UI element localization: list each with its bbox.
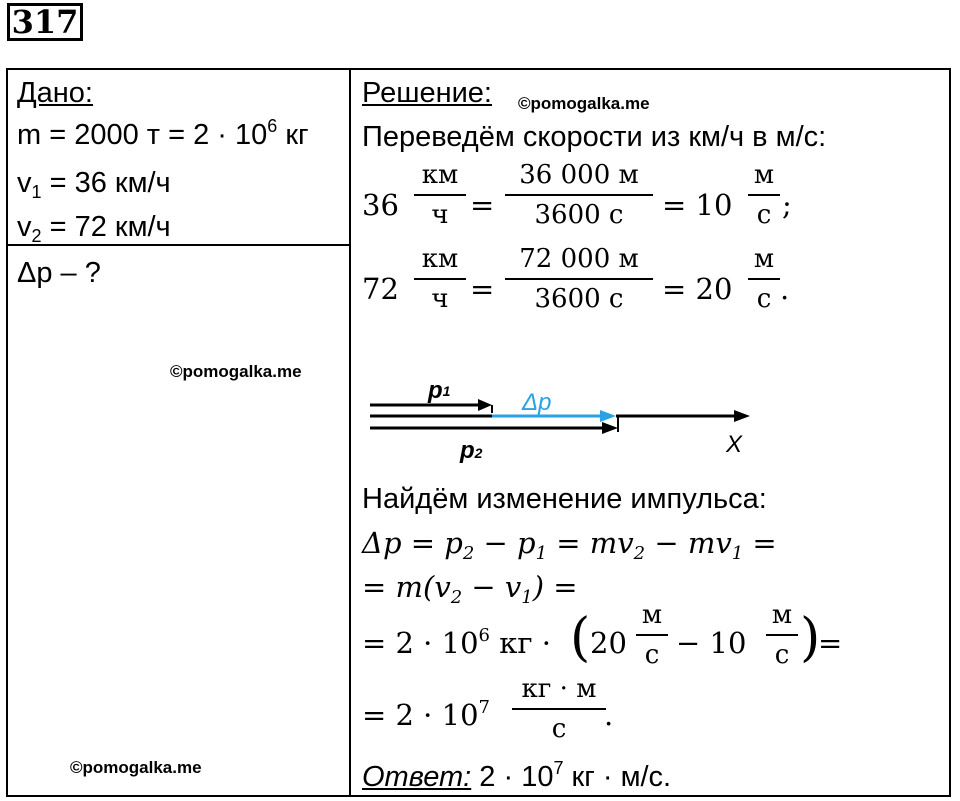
conv2-result-unit: м с <box>748 242 780 316</box>
dp-arrowhead <box>600 410 616 422</box>
eq-line-2: = $m(v_2 - v_1)$ = <box>362 570 578 608</box>
eq-line-3-open-paren: ( <box>570 608 591 668</box>
given-mass: m = 2000 $т = 2 \cdot 10^6$ кг <box>17 116 309 151</box>
eq-line-4-lead: = $2 \cdot 10^7$ <box>362 697 490 732</box>
convert-text: Переведём скорости из км/ч в м/с: <box>362 121 827 153</box>
conv2-lead: 72 <box>362 272 399 306</box>
x-axis-label: X <box>726 431 743 458</box>
conv1-unit-fraction: км ч <box>414 158 466 232</box>
p1-arrowhead <box>478 399 492 411</box>
watermark-top: ©pomogalka.me <box>518 94 650 113</box>
eq-line-3-end: = <box>818 626 843 660</box>
conv1-lead: 36 <box>362 188 399 222</box>
momentum-text: Найдём изменение импульса: <box>362 483 767 515</box>
p1-label: p1 <box>428 377 451 404</box>
conv1-result-unit: м с <box>748 158 780 232</box>
table-divider-horizontal <box>6 244 350 246</box>
watermark-left-middle: ©pomogalka.me <box>170 362 302 381</box>
given-v2: $v_2 = 72$ км/ч <box>17 211 171 246</box>
eq-line-3-unit-2: м с <box>766 598 798 672</box>
x-axis-arrowhead <box>734 410 750 422</box>
problem-number: 317 <box>7 3 83 41</box>
eq-line-1: $\Delta p = p_2 - p_1 = mv_2 - mv_1$ = <box>362 526 777 564</box>
watermark-left-bottom: ©pomogalka.me <box>70 758 202 777</box>
eq-line-3-unit-1: м с <box>636 598 668 672</box>
eq-line-3-close-paren: ) <box>800 608 821 668</box>
given-v1: $v_1 = 36$ км/ч <box>17 167 171 202</box>
conv2-fraction: 72 000 м 3600 с <box>505 242 653 316</box>
conv2-end: . <box>780 272 790 306</box>
conv1-result: = 10 <box>662 188 733 222</box>
conv2-result: = 20 <box>662 272 733 306</box>
eq-line-3-minus-10: − 10 <box>676 626 747 660</box>
p2-label: p2 <box>460 437 483 464</box>
solution-header: Решение: <box>362 77 492 109</box>
momentum-vector-diagram <box>360 370 780 470</box>
dp-label: Δp <box>522 389 552 416</box>
conv1-eq: = <box>470 188 495 222</box>
conv1-fraction: 36 000 м 3600 с <box>505 158 653 232</box>
eq-line-4-end: . <box>604 698 614 732</box>
eq-line-3-value-20: 20 <box>590 626 627 660</box>
eq-line-3-lead: = $2 \cdot 10^6$ кг · <box>362 625 551 660</box>
conv2-eq: = <box>470 272 495 306</box>
answer: Ответ: $2 \cdot 10^7$ кг · м/с. <box>362 758 672 793</box>
conv2-unit-fraction: км ч <box>414 242 466 316</box>
conv1-end: ; <box>782 188 792 222</box>
given-header: Дано: <box>17 77 93 109</box>
table-divider-vertical <box>349 68 351 797</box>
find-quantity: Δp – ? <box>17 257 101 289</box>
p2-arrowhead <box>602 422 618 434</box>
eq-line-4-unit: кг · м с <box>512 672 606 746</box>
